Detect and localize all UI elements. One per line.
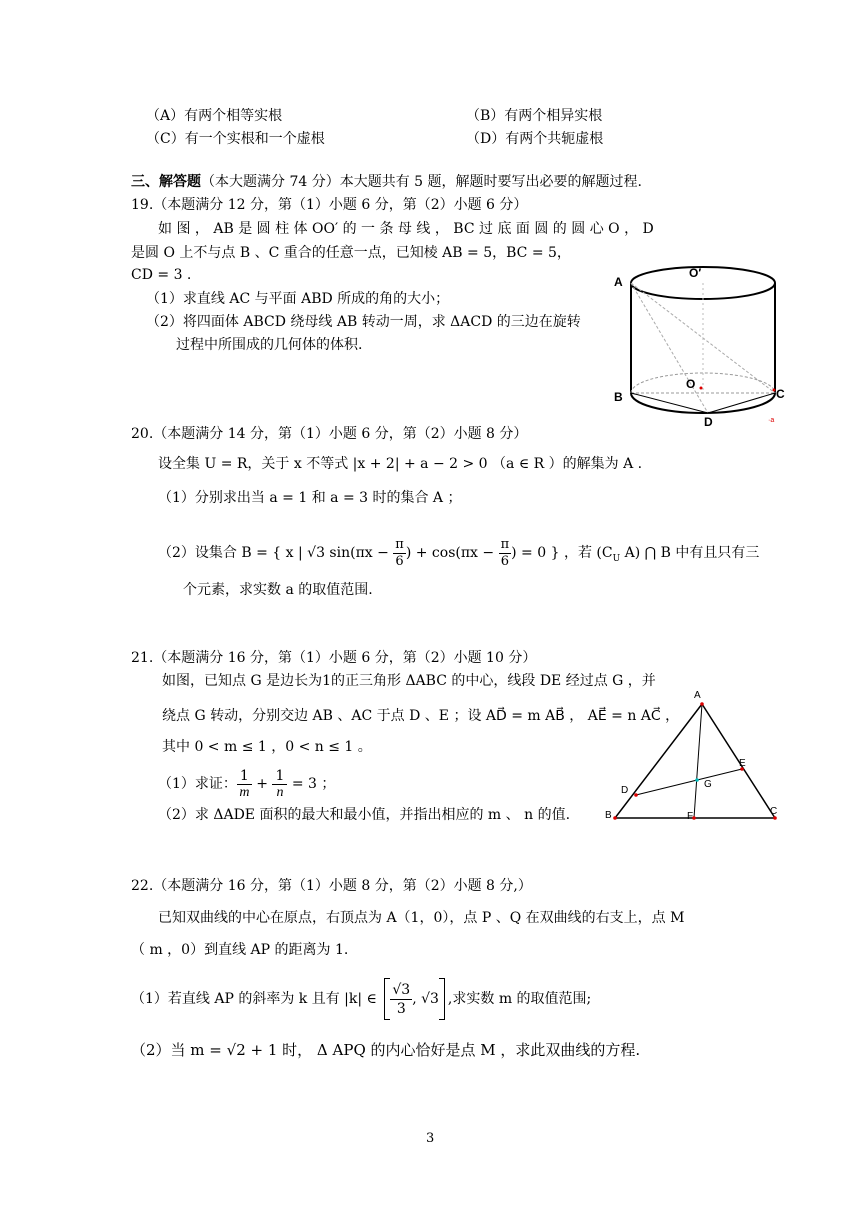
section-heading: 三、解答题: [131, 174, 201, 190]
q22-header: 22.（本题满分 16 分，第（1）小题 8 分，第（2）小题 8 分,）: [131, 878, 532, 894]
side-ab: [615, 704, 702, 818]
dot-b: [613, 816, 617, 820]
q20-part1: （1）分别求出当 a = 1 和 a = 3 时的集合 A ；: [158, 490, 462, 506]
frac-1-m: [237, 768, 252, 801]
frac-pi-6-b: [499, 537, 512, 570]
label-f: F: [687, 811, 694, 822]
choice-a: （A）有两个相等实根: [146, 108, 283, 124]
dot-g: [695, 778, 699, 782]
q21-header: 21.（本题满分 16 分，第（1）小题 6 分，第（2）小题 10 分）: [131, 650, 537, 666]
q19-line1: 如 图 ， AB 是 圆 柱 体 OO′ 的 一 条 母 线 ， BC 过 底 面 圆 的 圆 心 O ， D: [158, 221, 654, 237]
page-number: 3: [426, 1131, 435, 1146]
label-b: B: [614, 390, 623, 404]
label-c: C: [776, 387, 785, 401]
q22-line1: 已知双曲线的中心在原点，右顶点为 A（1，0），点 P 、Q 在双曲线的右支上，点 M: [158, 910, 685, 926]
median-af: [694, 704, 702, 818]
q21-part2: （2）求 ΔADE 面积的最大和最小值，并指出相应的 m 、 n 的值.: [158, 807, 571, 823]
label-b: B: [605, 810, 612, 821]
subscript-u: U: [612, 553, 621, 564]
choice-b: （B）有两个相异实根: [466, 108, 603, 124]
q21-line3: 其中 0 < m ≤ 1 ，0 < n ≤ 1 。: [162, 739, 372, 755]
q21-part1-post: = 3 ；: [291, 776, 336, 792]
label-d: D: [704, 415, 713, 429]
q21-part1: （1）求证： $\frac{1}{m}$ + $\frac{1}{n}$ = 3 ；: [158, 767, 336, 800]
frac-pi-6-a: [393, 537, 406, 570]
q20-header: 20.（本题满分 14 分，第（1）小题 6 分，第（2）小题 8 分）: [131, 426, 528, 442]
q22-line2: （ m ，0）到直线 AP 的距离为 1.: [131, 942, 349, 958]
frac-den: 6: [500, 553, 509, 569]
label-d: D: [621, 785, 629, 796]
frac-num: 1: [272, 768, 287, 785]
dot-d: [634, 793, 638, 797]
dot-a: [700, 702, 704, 706]
q21-line2: 绕点 G 转动，分别交边 AB 、AC 于点 D 、E ；设 AD⃗ = m AB⃗ ， AE⃗ = n AC⃗ ，: [162, 708, 680, 724]
q19-part2b: 过程中所围成的几何体的体积.: [176, 337, 363, 353]
q20-part2-mid: ) + cos(πx −: [405, 545, 499, 561]
section-heading-row: [131, 172, 642, 192]
q19-line2: 是圆 O 上不与点 B 、C 重合的任意一点，已知棱 AB = 5，BC = 5，: [131, 245, 571, 261]
q21-line1: 如图，已知点 G 是边长为1的正三角形 ΔABC 的中心，线段 DE 经过点 G ，并: [162, 673, 656, 689]
bottom-front-arc: [631, 393, 775, 413]
q20-part2-end: A) ⋂ B 中有且只有三: [620, 545, 760, 561]
label-g: G: [704, 779, 712, 790]
label-a: A: [614, 275, 623, 289]
q20-part2-post: ) = 0 } ，若 (C: [511, 545, 613, 561]
q20-line1: 设全集 U = R，关于 x 不等式 |x + 2| + a − 2 > 0 （a ∈ R ）的解集为 A .: [158, 456, 643, 472]
frac-num: π: [500, 536, 510, 552]
q19-header: 19.（本题满分 12 分，第（1）小题 6 分，第（2）小题 6 分）: [131, 197, 528, 213]
stray-mark: ·a: [768, 417, 775, 424]
triangle-figure: [598, 686, 788, 826]
q19-line3: CD = 3 .: [131, 267, 192, 283]
label-o-prime: O′: [689, 266, 702, 280]
center-o-dot: [700, 387, 703, 390]
frac-1-n: [272, 768, 287, 801]
q22-part1: [131, 976, 591, 1022]
cylinder-figure: [608, 250, 798, 435]
frac-den: n: [276, 784, 284, 800]
label-a: A: [694, 690, 701, 701]
q22-part1-mid: , √3: [412, 991, 439, 1007]
frac-den: m: [239, 784, 250, 800]
label-e: E: [739, 758, 746, 769]
right-bracket: [439, 978, 445, 1020]
q22-part2: （2）当 m = √2 + 1 时， Δ APQ 的内心恰好是点 M ，求此双曲线的方程.: [131, 1041, 641, 1059]
frac-num: 1: [237, 768, 252, 785]
q20-part2: [158, 533, 759, 573]
frac-den: 6: [395, 553, 404, 569]
label-o: O: [686, 377, 696, 391]
q20-part2-cont: 个元素，求实数 a 的取值范围.: [183, 582, 373, 598]
q19-part2a: （2）将四面体 ABCD 绕母线 AB 转动一周，求 ΔACD 的三边在旋转: [146, 314, 581, 330]
section-note: （本大题满分 74 分）本大题共有 5 题，解题时要写出必要的解题过程.: [201, 174, 642, 190]
frac-sqrt3-3: [390, 981, 412, 1018]
q22-part1-post: ,求实数 m 的取值范围;: [447, 991, 592, 1007]
q20-part2-pre: （2）设集合 B = { x | √3 sin(πx −: [158, 545, 394, 561]
choice-c: （C）有一个实根和一个虚根: [146, 131, 325, 147]
q19-part1: （1）求直线 AC 与平面 ABD 所成的角的大小；: [146, 291, 450, 307]
frac-num: π: [395, 536, 404, 552]
choice-d: （D）有两个共轭虚根: [466, 131, 604, 147]
q22-part1-pre: （1）若直线 AP 的斜率为 k 且有 |k| ∈: [131, 991, 377, 1007]
frac-num: √3: [392, 981, 411, 998]
frac-den: 3: [396, 1000, 406, 1017]
q21-part1-pre: （1）求证：: [158, 776, 237, 792]
label-c: C: [770, 806, 778, 817]
segment-de: [636, 769, 742, 795]
